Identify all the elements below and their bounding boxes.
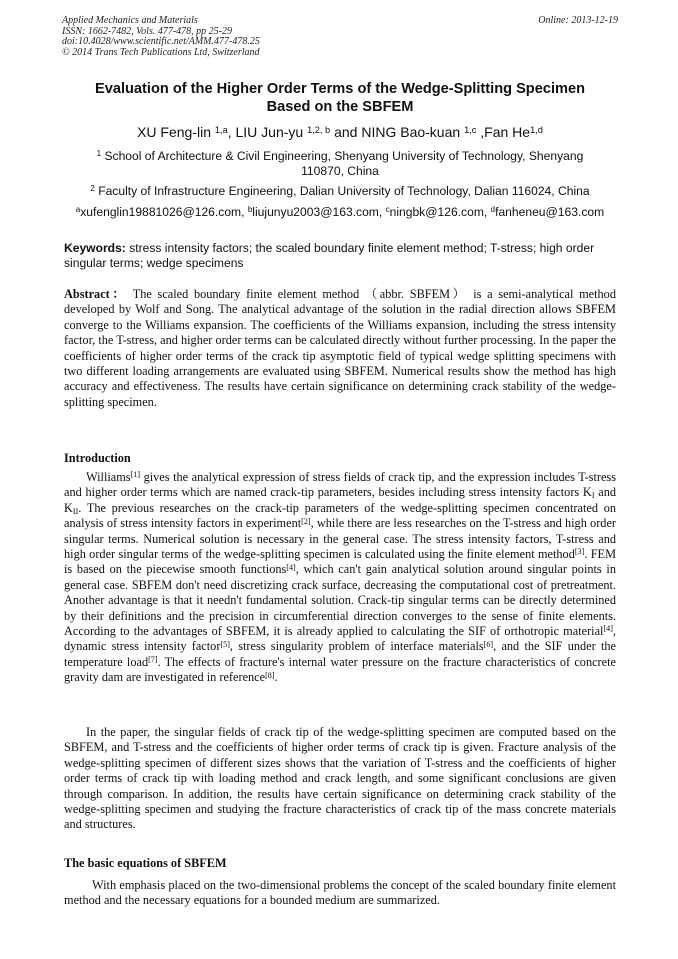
- author-separator: and: [330, 124, 362, 140]
- email-separator: ,: [241, 205, 248, 219]
- citation-ref[interactable]: [4]: [286, 562, 296, 572]
- text-run: . FEM is based on the piecewise smooth functions: [64, 547, 617, 577]
- text-run: . The effects of fracture's internal water pressure on the fracture characteristics of concrete gravity dam are investigated in reference: [64, 654, 616, 685]
- author-list: [62, 123, 618, 141]
- paper-title: [62, 80, 618, 116]
- section-heading-basic-equations: The basic equations of SBFEM: [64, 856, 227, 870]
- citation-ref[interactable]: [8]: [265, 670, 275, 680]
- subscript: I: [591, 491, 595, 501]
- author: [137, 124, 235, 140]
- author-affiliation-mark: 1,d: [530, 124, 543, 135]
- email-separator: ,: [483, 205, 491, 219]
- text-run: , stress singularity problem of interface materials: [229, 639, 484, 654]
- email-link[interactable]: ningbk@126.com: [389, 205, 484, 219]
- email-link[interactable]: xufenglin19881026@126.com: [80, 205, 242, 219]
- text-run: , dynamic stress intensity factor: [64, 624, 616, 654]
- basic-equations-paragraph-1: [64, 878, 616, 909]
- affiliation-2: [62, 184, 618, 199]
- text-run: , and the SIF under the temperature load: [64, 639, 616, 669]
- citation-ref[interactable]: [4]: [603, 624, 613, 634]
- abstract: [64, 287, 616, 410]
- author-name: NING Bao-kuan: [361, 124, 461, 140]
- subscript: II: [72, 506, 79, 516]
- abstract-text: The scaled boundary finite element method （abbr. SBFEM） is a semi-analytical method developed by Wolf and Song. The analytical advantage of the solution in the radial direction allows SBFEM converge to the Williams expansion. The coefficients of the Williams expansion, including the stress intensity factor, the T-stress, and higher order terms can be calculated directly without further processing. In the paper the coefficients of higher order terms of the crack tip asymptotic field of typical wedge splitting specimens with two different loading arrangements are evaluated using SBFEM. Numerical results show the method has high accuracy and effectiveness. The results have certain significance on determining crack stability of the wedge-splitting specimen.: [64, 287, 616, 409]
- affiliation-text: School of Architecture & Civil Engineering, Shenyang University of Technology, Shenyang 110870, China: [101, 149, 584, 178]
- author: [361, 124, 484, 140]
- text-run: .: [274, 670, 278, 685]
- issn-line: ISSN: 1662-7482, Vols. 477-478, pp 25-29: [62, 25, 232, 37]
- journal-header: [62, 16, 618, 58]
- introduction-paragraph-2: [64, 725, 616, 833]
- introduction-paragraph-2-text: In the paper, the singular fields of crack tip of the wedge-splitting specimen are computed based on the SBFEM, and T-stress and the coefficients of higher order terms of crack tip is given. Fracture analysis of the wedge-splitting specimen of different sizes shows that the variation of T-stress and the coefficients of higher order terms of crack tip with loading method and crack length, and some significant conclusions are given through comparison. In addition, the results have certain significance on determining crack stability of the wedge-splitting specimen and studying the fracture characteristics of crack tip of the mass concrete materials and structures.: [64, 725, 616, 832]
- author-affiliation-mark: 1,2, b: [307, 124, 331, 135]
- text-run: Williams: [86, 470, 131, 484]
- keywords-label: Keywords:: [64, 241, 126, 255]
- author: [484, 124, 543, 140]
- doi-line: doi:10.4028/www.scientific.net/AMM.477-478.25: [62, 36, 260, 47]
- introduction-paragraph-1: [64, 470, 616, 686]
- author-name: Fan He: [484, 124, 531, 140]
- email-mark: d: [490, 205, 496, 215]
- online-date: Online: 2013-12-19: [538, 15, 618, 26]
- paper-title-line-2: Based on the SBFEM: [266, 99, 414, 115]
- abstract-label: Abstract：: [64, 287, 128, 301]
- citation-ref[interactable]: [6]: [483, 639, 494, 649]
- keywords-text: stress intensity factors; the scaled boundary finite element method; T-stress; high order singular terms; wedge specimens: [64, 241, 595, 270]
- journal-name: Applied Mechanics and Materials: [62, 15, 198, 26]
- affiliation-mark: 2: [90, 184, 95, 194]
- basic-equations-paragraph-1-text: With emphasis placed on the two-dimensional problems the concept of the scaled boundary finite element method and the necessary equations for a bounded medium are summarized.: [64, 878, 616, 908]
- affiliation-1: [80, 149, 600, 179]
- text-run: , while there are less researches on the T-stress and high order singular terms. Numerical solution is necessary in the general case. The stress intensity factors, T-stress and high order singular terms of the wedge-splitting specimen is calculated using the finite element method: [64, 516, 616, 562]
- text-run: and K: [64, 485, 616, 515]
- text-run: , which can't gain analytical solution around singular points in general case. SBFEM don't need discretizing crack surface, decreasing the computational cost of pretreatment. Another advantage is that it needn't fundamental solution. Crack-tip singular terms can be directly determined by their definitions and the precision in circumferential direction converges to the sense of finite elements. According to the advantages of SBFEM, it is already applied to calculating the SIF of orthotropic material: [64, 562, 617, 639]
- affiliation-mark: 1: [96, 149, 102, 159]
- email-separator: ,: [378, 205, 386, 219]
- author-name: LIU Jun-yu: [235, 124, 304, 140]
- affiliation-text: Faculty of Infrastructure Engineering, Dalian University of Technology, Dalian 116024, China: [94, 184, 590, 198]
- citation-ref[interactable]: [3]: [574, 547, 585, 557]
- email-mark: b: [247, 205, 253, 215]
- email-link[interactable]: fanheneu@163.com: [495, 205, 605, 219]
- text-run: gives the analytical expression of stress fields of crack tip, and the expression includes T-stress and higher order terms which are named crack-tip parameters, besides including stress intensity factors K: [64, 470, 616, 500]
- section-heading-introduction: Introduction: [64, 451, 131, 465]
- author: [236, 124, 362, 140]
- email-mark: c: [385, 205, 390, 215]
- citation-ref[interactable]: [2]: [301, 516, 311, 526]
- email-list: [62, 205, 618, 220]
- author-name: XU Feng-lin: [137, 124, 211, 140]
- author-affiliation-mark: 1,a: [214, 124, 228, 135]
- author-separator: ,: [476, 124, 485, 140]
- author-separator: ,: [227, 124, 236, 140]
- paper-title-line-1: Evaluation of the Higher Order Terms of the Wedge-Splitting Specimen: [94, 81, 586, 97]
- citation-ref[interactable]: [7]: [148, 655, 158, 665]
- citation-ref[interactable]: [5]: [220, 639, 230, 649]
- citation-ref[interactable]: [1]: [130, 470, 141, 480]
- email-mark: a: [75, 205, 81, 215]
- copyright-line: © 2014 Trans Tech Publications Ltd, Switzerland: [62, 46, 260, 58]
- keywords: [64, 241, 616, 271]
- author-affiliation-mark: 1,c: [464, 124, 477, 135]
- text-run: . The previous researches on the crack-tip parameters of the wedge-splitting specimen concentrated on analysis of stress intensity factors in experiment: [64, 500, 616, 531]
- email-link[interactable]: liujunyu2003@163.com: [252, 205, 379, 219]
